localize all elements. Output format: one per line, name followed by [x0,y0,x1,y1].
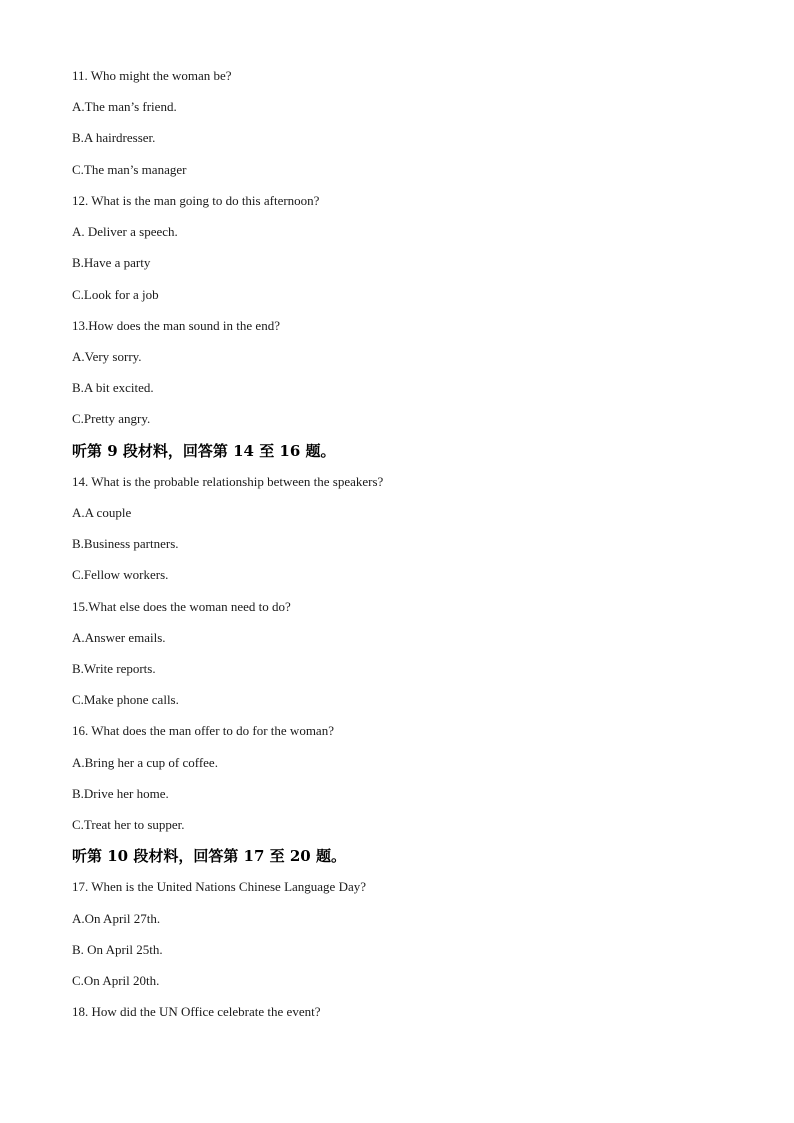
question-14: 14. What is the probable relationship between the speakers? [72,474,384,489]
section-10-heading: 听第 10 段材料，回答第 17 至 20 题。 [72,847,346,865]
q15-option-a: A.Answer emails. [72,630,166,645]
question-18: 18. How did the UN Office celebrate the event? [72,1004,321,1019]
q15-option-c: C.Make phone calls. [72,692,179,707]
question-16: 16. What does the man offer to do for the woman? [72,723,334,738]
section-9-heading: 听第 9 段材料，回答第 14 至 16 题。 [72,442,336,460]
q11-option-b: B.A hairdresser. [72,130,156,145]
question-12: 12. What is the man going to do this afternoon? [72,193,320,208]
q17-option-b: B. On April 25th. [72,942,163,957]
q12-option-a: A. Deliver a speech. [72,224,178,239]
q11-option-a: A.The man’s friend. [72,99,177,114]
q15-option-b: B.Write reports. [72,661,156,676]
q11-option-c: C.The man’s manager [72,162,187,177]
q17-option-c: C.On April 20th. [72,973,160,988]
q13-option-b: B.A bit excited. [72,380,154,395]
q14-option-b: B.Business partners. [72,536,179,551]
q12-option-c: C.Look for a job [72,287,159,302]
q16-option-c: C.Treat her to supper. [72,817,185,832]
q12-option-b: B.Have a party [72,255,151,270]
question-13: 13.How does the man sound in the end? [72,318,280,333]
q16-option-b: B.Drive her home. [72,786,169,801]
q13-option-a: A.Very sorry. [72,349,142,364]
q14-option-c: C.Fellow workers. [72,567,169,582]
q16-option-a: A.Bring her a cup of coffee. [72,755,218,770]
question-15: 15.What else does the woman need to do? [72,599,291,614]
q17-option-a: A.On April 27th. [72,911,161,926]
question-11: 11. Who might the woman be? [72,68,232,83]
q13-option-c: C.Pretty angry. [72,411,151,426]
question-17: 17. When is the United Nations Chinese Language Day? [72,879,366,894]
q14-option-a: A.A couple [72,505,132,520]
